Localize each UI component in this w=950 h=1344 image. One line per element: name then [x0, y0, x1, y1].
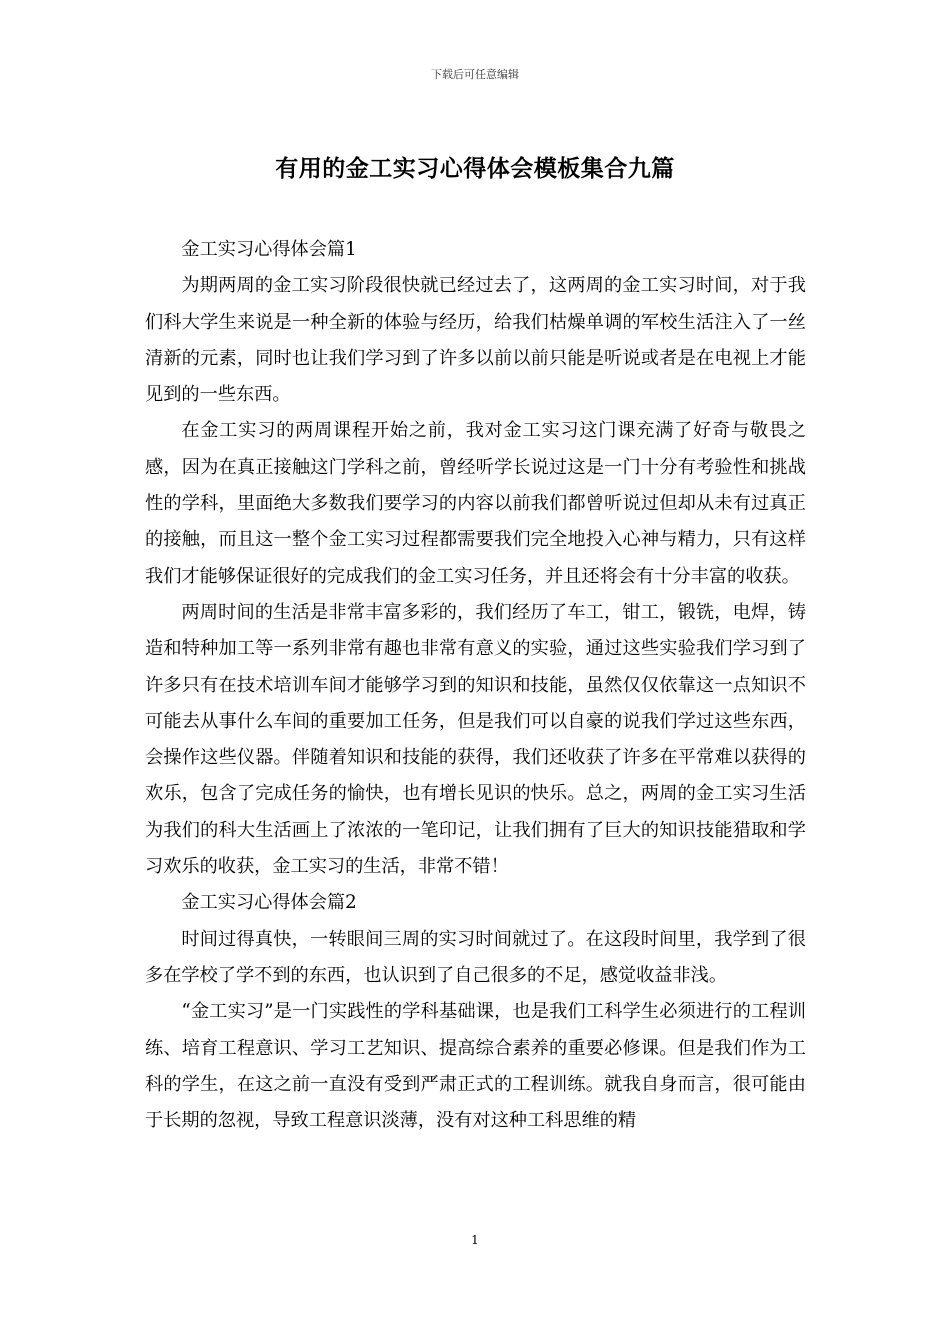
body-paragraph: 在金工实习的两周课程开始之前，我对金工实习这门课充满了好奇与敬畏之感，因为在真正接触这门学科之前，曾经听学长说过这是一门十分有考验性和挑战性的学科，里面绝大多数我们要学习的内容以前我们都曾听说过但却从未有过真正的接触，而且这一整个金工实习过程都需要我们完全地投入心神与精力，只有这样我们才能够保证很好的完成我们的金工实习任务，并且还将会有十分丰富的收获。 — [145, 420, 806, 587]
body-paragraph: 两周时间的生活是非常丰富多彩的，我们经历了车工，钳工，锻铣，电焊，铸造和特种加工等一系列非常有趣也非常有意义的实验，通过这些实验我们学习到了许多只有在技术培训车间才能够学习到的知识和技能，虽然仅仅依靠这一点知识不可能去从事什么车间的重要加工任务，但是我们可以自豪的说我们学过这些东西，会操作这些仪器。伴随着知识和技能的获得，我们还收获了许多在平常难以获得的欢乐，包含了完成任务的愉快，也有增长见识的快乐。总之，两周的金工实习生活为我们的科大生活画上了浓浓的一笔印记，让我们拥有了巨大的知识技能猎取和学习欢乐的收获，金工实习的生活，非常不错！ — [145, 601, 806, 878]
document-title: 有用的金工实习心得体会模板集合九篇 — [275, 155, 675, 182]
section-heading-2: 金工实习心得体会篇2 — [181, 892, 357, 914]
body-paragraph: 为期两周的金工实习阶段很快就已经过去了，这两周的金工实习时间，对于我们科大学生来说是一种全新的体验与经历，给我们枯燥单调的军校生活注入了一丝清新的元素，同时也让我们学习到了许多以前以前只能是听说或者是在电视上才能见到的一些东西。 — [145, 275, 806, 406]
page-header-note: 下载后可任意编辑 — [431, 68, 519, 81]
body-paragraph: 时间过得真快，一转眼间三周的实习时间就过了。在这段时间里，我学到了很多在学校了学不到的东西，也认识到了自己很多的不足，感觉收益非浅。 — [145, 928, 806, 986]
document-body — [145, 232, 806, 1139]
body-paragraph: “金工实习”是一门实践性的学科基础课，也是我们工科学生必须进行的工程训练、培育工程意识、学习工艺知识、提高综合素养的重要必修课。但是我们作为工科的学生，在这之前一直没有受到严肃正式的工程训练。就我自身而言，很可能由于长期的忽视，导致工程意识淡薄，没有对这种工科思维的精 — [145, 1001, 806, 1132]
page-number: 1 — [471, 1233, 479, 1247]
section-heading-1: 金工实习心得体会篇1 — [181, 239, 357, 260]
